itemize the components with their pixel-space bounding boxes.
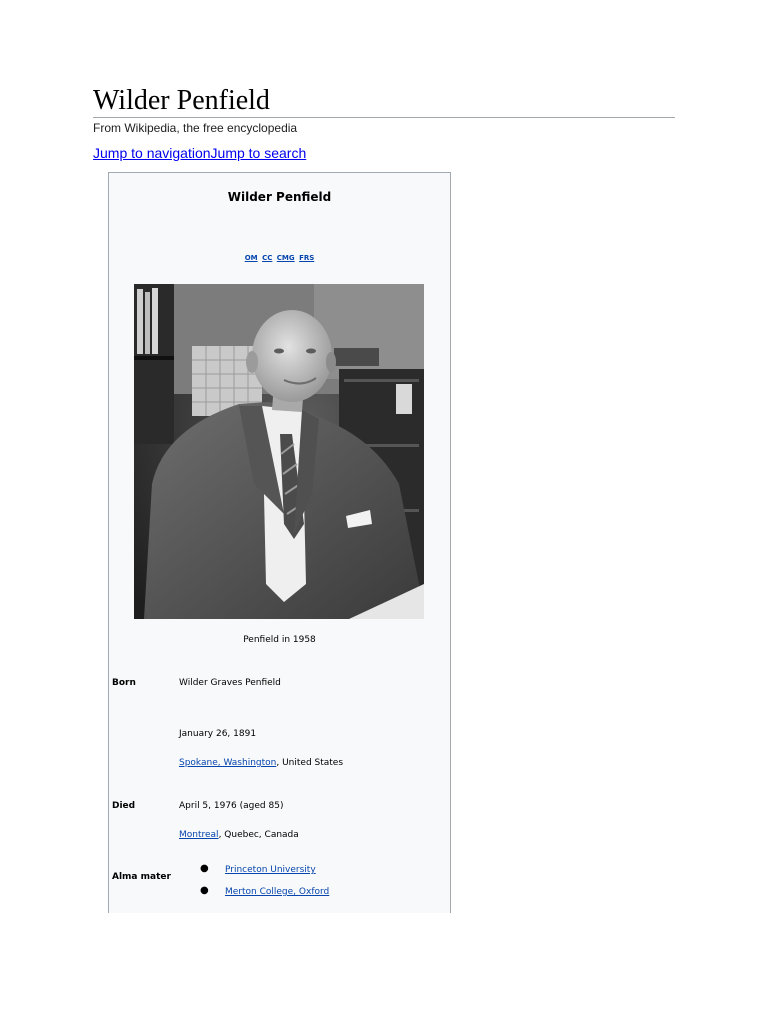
died-place [179, 829, 299, 841]
alma-mater-link-princeton[interactable]: Princeton University [225, 865, 316, 875]
died-date: April 5, 1976 (aged 85) [179, 801, 284, 811]
born-place-rest: , United States [276, 758, 344, 768]
postnominal-cc-link[interactable]: CC [262, 254, 273, 262]
postnominal-om-link[interactable]: OM [244, 254, 258, 262]
title-divider [93, 117, 675, 118]
postnominals [109, 253, 450, 263]
jump-links [93, 144, 306, 162]
postnominal-cmg-link[interactable]: CMG [276, 254, 295, 262]
born-place-link[interactable]: Spokane, Washington [179, 758, 277, 768]
died-place-link[interactable]: Montreal [179, 830, 219, 840]
born-name: Wilder Graves Penfield [179, 678, 281, 688]
site-tagline: From Wikipedia, the free encyclopedia [93, 121, 298, 135]
page-title: Wilder Penfield [93, 85, 270, 116]
born-date: January 26, 1891 [179, 729, 257, 739]
infobox [108, 172, 451, 913]
bullet-icon: ● [200, 885, 209, 896]
jump-to-search-link[interactable]: Jump to search [210, 145, 307, 161]
photo-caption: Penfield in 1958 [243, 635, 316, 645]
infobox-name: Wilder Penfield [227, 190, 332, 204]
born-place [179, 757, 343, 769]
alma-mater-link-merton[interactable]: Merton College, Oxford [225, 887, 330, 897]
born-label: Born [112, 678, 136, 688]
postnominal-frs-link[interactable]: FRS [299, 254, 315, 262]
bullet-icon: ● [200, 863, 209, 874]
jump-to-navigation-link[interactable]: Jump to navigation [93, 145, 211, 161]
portrait-photo[interactable] [134, 284, 424, 619]
alma-mater-label: Alma mater [112, 872, 171, 882]
died-label: Died [112, 801, 136, 811]
died-place-rest: , Quebec, Canada [218, 830, 299, 840]
